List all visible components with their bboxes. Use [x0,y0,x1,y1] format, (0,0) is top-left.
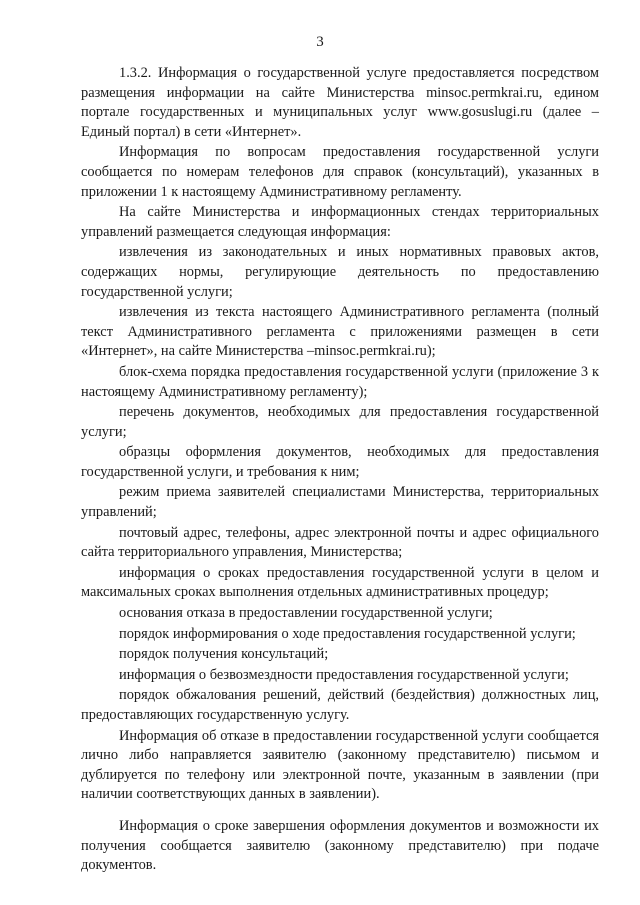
paragraph-1-3-2: 1.3.2. Информация о государственной услуге предоставляется посредством размещения информации на сайте Министерства minsoc.permkrai.ru, едином портале государственных и муниципальных услуг www.gosuslugi.ru (далее – Единый портал) в сети «Интернет». [81,65,599,140]
list-item-document-list: перечень документов, необходимых для предоставления государственной услуги; [81,404,599,440]
list-item-free-of-charge: информация о безвозмездности предоставления государственной услуги; [119,666,569,683]
list-item-refusal-grounds: основания отказа в предоставлении государственной услуги; [119,605,493,622]
list-item-consultations: порядок получения консультаций; [119,646,329,663]
list-item-legal-acts: извлечения из законодательных и иных нормативных правовых актов, содержащих нормы, регулирующие деятельность по предоставлению государственной услуги; [81,244,599,300]
paragraph-refusal-notice: Информация об отказе в предоставлении государственной услуги сообщается лично либо направляется заявителю (законному представителю) письмом и дублируется по телефону или электронной почте, указанным в заявлении (при наличии соответствующих данных в заявлении). [81,727,599,803]
paragraph-completion-notice: Информация о сроке завершения оформления документов и возможности их получения сообщается заявителю (законному представителю) при подаче документов. [81,817,599,874]
list-item-document-samples: образцы оформления документов, необходимых для предоставления государственной услуги, и требования к ним; [81,444,599,480]
list-item-contacts: почтовый адрес, телефоны, адрес электронной почты и адрес официального сайта территориального управления, Министерства; [81,524,599,561]
paragraph-phone-info: Информация по вопросам предоставления государственной услуги сообщается по номерам телефонов для справок (консультаций), указанных в приложении 1 к настоящему Административному регламенту. [81,144,599,200]
list-item-progress-info: порядок информирования о ходе предоставления государственной услуги; [119,625,576,642]
page-number: 3 [316,34,324,50]
list-item-regulation-text: извлечения из текста настоящего Административного регламента (полный текст Административного регламента с приложениями размещен в сети «Интернет», на сайте Министерства –minsoc.permkrai.ru); [81,304,599,360]
list-item-terms: информация о сроках предоставления государственной услуги в целом и максимальных сроках выполнения отдельных административных процедур; [81,564,599,601]
list-item-appeal-procedure: порядок обжалования решений, действий (бездействия) должностных лиц, предоставляющих государственную услугу. [81,687,599,723]
list-item-flowchart: блок-схема порядка предоставления государственной услуги (приложение 3 к настоящему Административному регламенту); [81,363,599,400]
paragraph-site-stands: На сайте Министерства и информационных стендах территориальных управлений размещается следующая информация: [81,204,599,240]
list-item-reception-hours: режим приема заявителей специалистами Министерства, территориальных управлений; [81,484,599,521]
document-body [81,64,599,877]
